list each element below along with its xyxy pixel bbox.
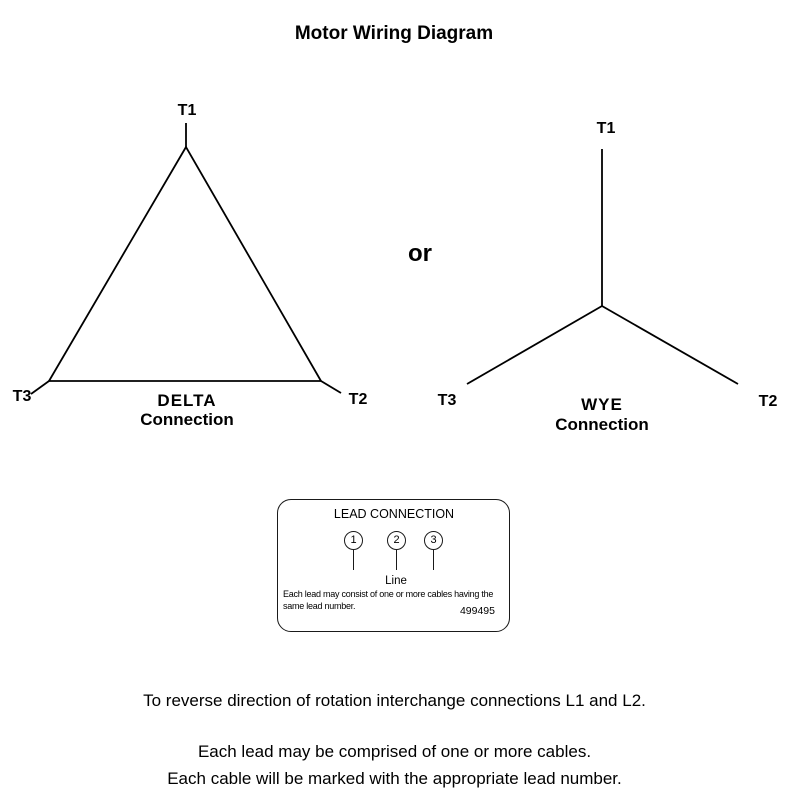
footer-rotation-note: To reverse direction of rotation interchange connections L1 and L2. bbox=[143, 691, 646, 710]
lead-terminal-stem-1 bbox=[353, 550, 354, 570]
wye-t2-label: T2 bbox=[758, 393, 778, 410]
footer-cable-notes bbox=[0, 738, 789, 792]
delta-t2-lead-line bbox=[321, 381, 341, 393]
footer-marking-note: Each cable will be marked with the appropriate lead number. bbox=[167, 769, 622, 788]
lead-note-line1: Each lead may consist of one or more cables having the bbox=[283, 589, 494, 599]
lead-terminal-number-3: 3 bbox=[430, 534, 437, 546]
lead-terminal-stem-2 bbox=[396, 550, 397, 570]
wye-connection-name: WYE bbox=[581, 395, 623, 414]
delta-connection-subtitle: Connection bbox=[140, 410, 234, 429]
delta-t3-label: T3 bbox=[12, 388, 32, 405]
delta-t3-lead-line bbox=[31, 381, 49, 394]
wye-t1-label: T1 bbox=[596, 120, 616, 137]
lead-terminal-number-1: 1 bbox=[350, 534, 357, 546]
wye-t3-line bbox=[467, 306, 602, 384]
lead-terminal-circle-1 bbox=[344, 531, 363, 550]
part-number: 499495 bbox=[459, 605, 495, 617]
line-label: Line bbox=[385, 575, 407, 587]
lead-connection-box bbox=[277, 499, 510, 632]
lead-connection-title: LEAD CONNECTION bbox=[333, 507, 455, 521]
delta-connection-name: DELTA bbox=[157, 391, 217, 410]
delta-t1-label: T1 bbox=[177, 102, 197, 119]
lead-terminal-number-2: 2 bbox=[393, 534, 400, 546]
or-text: or bbox=[408, 240, 432, 267]
wye-t3-label: T3 bbox=[437, 392, 457, 409]
lead-note-line2: same lead number. bbox=[283, 600, 356, 611]
delta-t2-label: T2 bbox=[348, 391, 368, 408]
delta-triangle bbox=[49, 147, 321, 381]
wye-connection-subtitle: Connection bbox=[555, 415, 649, 434]
wye-t2-line bbox=[602, 306, 738, 384]
lead-terminal-circle-2 bbox=[387, 531, 406, 550]
page-title: Motor Wiring Diagram bbox=[294, 23, 494, 44]
lead-terminal-stem-3 bbox=[433, 550, 434, 570]
lead-terminal-circle-3 bbox=[424, 531, 443, 550]
footer-cables-note: Each lead may be comprised of one or more cables. bbox=[197, 742, 592, 761]
